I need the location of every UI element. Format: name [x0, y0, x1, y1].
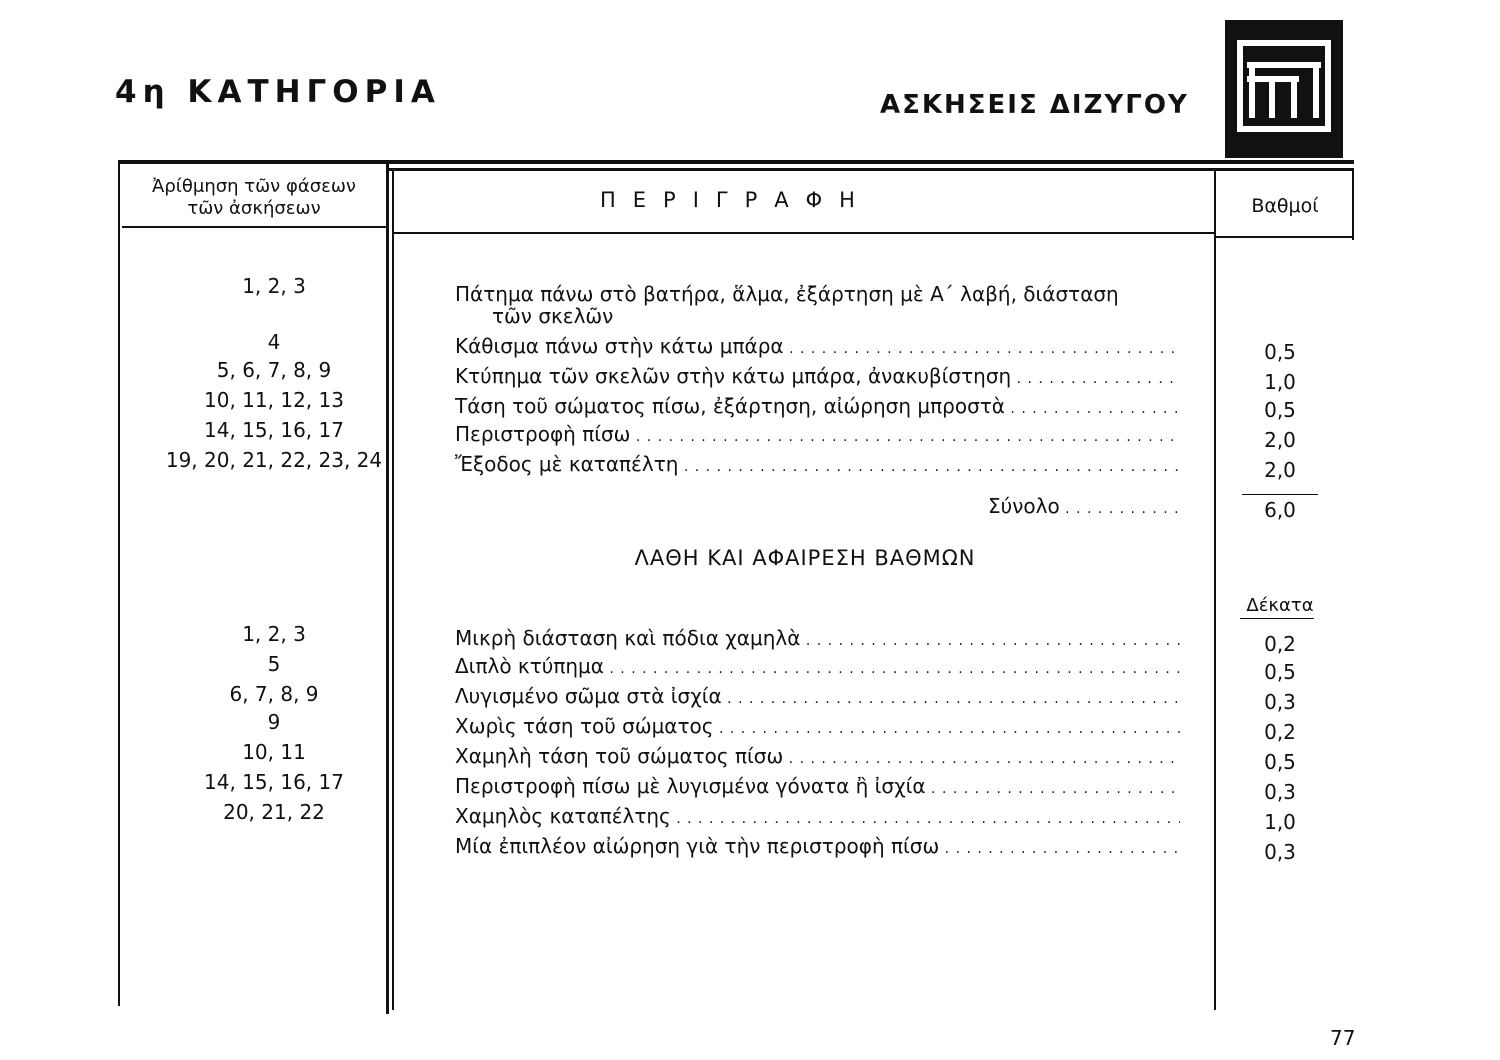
element-value: 2,0	[1264, 428, 1296, 452]
phases-header	[122, 176, 386, 220]
element-phases: 14, 15, 16, 17	[204, 418, 344, 442]
deduction-phases: 9	[267, 710, 281, 734]
column-divider-right	[1352, 170, 1354, 240]
deduction-phases: 20, 21, 22	[223, 800, 325, 824]
deduction-value: 0,3	[1264, 840, 1296, 864]
table-top-rule-2	[388, 168, 1354, 171]
total-value: 6,0	[1264, 498, 1296, 522]
grades-header: Βαθμοί	[1251, 195, 1319, 217]
column-divider-grades	[1214, 170, 1216, 1010]
element-phases: 4	[267, 330, 281, 354]
element-phases: 1, 2, 3	[242, 274, 306, 298]
element-description: Κάθισμα πάνω στὴν κάτω μπάρα . . .	[455, 334, 1180, 361]
deduction-value: 1,0	[1264, 810, 1296, 834]
element-value: 0,5	[1264, 340, 1296, 364]
deduction-description: Χωρὶς τάση τοῦ σώματος . . .	[455, 714, 1180, 741]
total-rule	[1242, 494, 1318, 495]
total-label: Σύνολο . . .	[988, 494, 1183, 521]
deduction-value: 0,3	[1264, 690, 1296, 714]
category-title: 4η ΚΑΤΗΓΟΡΙΑ	[115, 74, 441, 110]
description-header: ΠΕΡΙΓΡΑΦΗ	[600, 188, 872, 212]
deduction-value: 0,2	[1264, 632, 1296, 656]
deduction-phases: 1, 2, 3	[242, 622, 306, 646]
element-description: Τάση τοῦ σώματος πίσω, ἐξάρτηση, αἰώρηση μπροστὰ . . .	[455, 394, 1180, 421]
deduction-description: Λυγισμένο σῶμα στὰ ἰσχία . . .	[455, 684, 1180, 711]
deduction-phases: 5	[267, 652, 281, 676]
header-bottom-rule-desc	[394, 232, 1214, 234]
deduction-description: Περιστροφὴ πίσω μὲ λυγισμένα γόνατα ἢ ἰσχία . . .	[455, 774, 1180, 801]
element-value: 0,5	[1264, 398, 1296, 422]
deduction-phases: 14, 15, 16, 17	[204, 770, 344, 794]
deduction-phases: 6, 7, 8, 9	[229, 682, 319, 706]
element-phases: 10, 11, 12, 13	[204, 388, 344, 412]
element-description-cont: τῶν σκελῶν	[492, 304, 614, 328]
deduction-description: Χαμηλὸς καταπέλτης . . .	[455, 804, 1180, 831]
deduction-value: 0,2	[1264, 720, 1296, 744]
header-bottom-rule-grades	[1216, 236, 1352, 238]
deduction-phases: 10, 11	[242, 740, 306, 764]
table-top-rule	[118, 160, 1354, 164]
deduction-value: 0,5	[1264, 750, 1296, 774]
element-description: Πάτημα πάνω στὸ βατήρα, ἅλμα, ἐξάρτηση μὲ Α΄ λαβή, διάσταση	[455, 282, 1119, 306]
page-number: 77	[1330, 1026, 1356, 1050]
element-value: 2,0	[1264, 458, 1296, 482]
element-description: Κτύπημα τῶν σκελῶν στὴν κάτω μπάρα, ἀνακυβίστηση . . .	[455, 364, 1180, 391]
deductions-title: ΛΑΘΗ ΚΑΙ ΑΦΑΙΡΕΣΗ ΒΑΘΜΩΝ	[634, 546, 976, 570]
element-description: Ἔξοδος μὲ καταπέλτη . . .	[455, 452, 1180, 479]
parallel-bars-icon	[1225, 20, 1343, 158]
phases-header-line2: τῶν ἀσκήσεων	[187, 198, 321, 219]
element-description: Περιστροφὴ πίσω . . .	[455, 422, 1180, 449]
deductions-unit-rule	[1240, 618, 1314, 619]
deduction-value: 0,5	[1264, 660, 1296, 684]
deduction-value: 0,3	[1264, 780, 1296, 804]
element-value: 1,0	[1264, 370, 1296, 394]
phases-header-line1: Ἀρίθμηση τῶν φάσεων	[152, 176, 356, 197]
deduction-description: Μικρὴ διάσταση καὶ πόδια χαμηλὰ . . .	[455, 626, 1180, 653]
header-bottom-rule	[122, 226, 386, 228]
element-phases: 19, 20, 21, 22, 23, 24	[165, 448, 383, 472]
deductions-unit: Δέκατα	[1246, 595, 1314, 616]
deduction-description: Διπλὸ κτύπημα . . .	[455, 654, 1180, 681]
exercise-title: ΑΣΚΗΣΕΙΣ ΔΙΖΥΓΟΥ	[880, 90, 1189, 120]
deduction-description: Μία ἐπιπλέον αἰώρηση γιὰ τὴν περιστροφὴ πίσω . . .	[455, 834, 1180, 861]
deduction-description: Χαμηλὴ τάση τοῦ σώματος πίσω . . .	[455, 744, 1180, 771]
element-phases: 5, 6, 7, 8, 9	[216, 358, 332, 382]
